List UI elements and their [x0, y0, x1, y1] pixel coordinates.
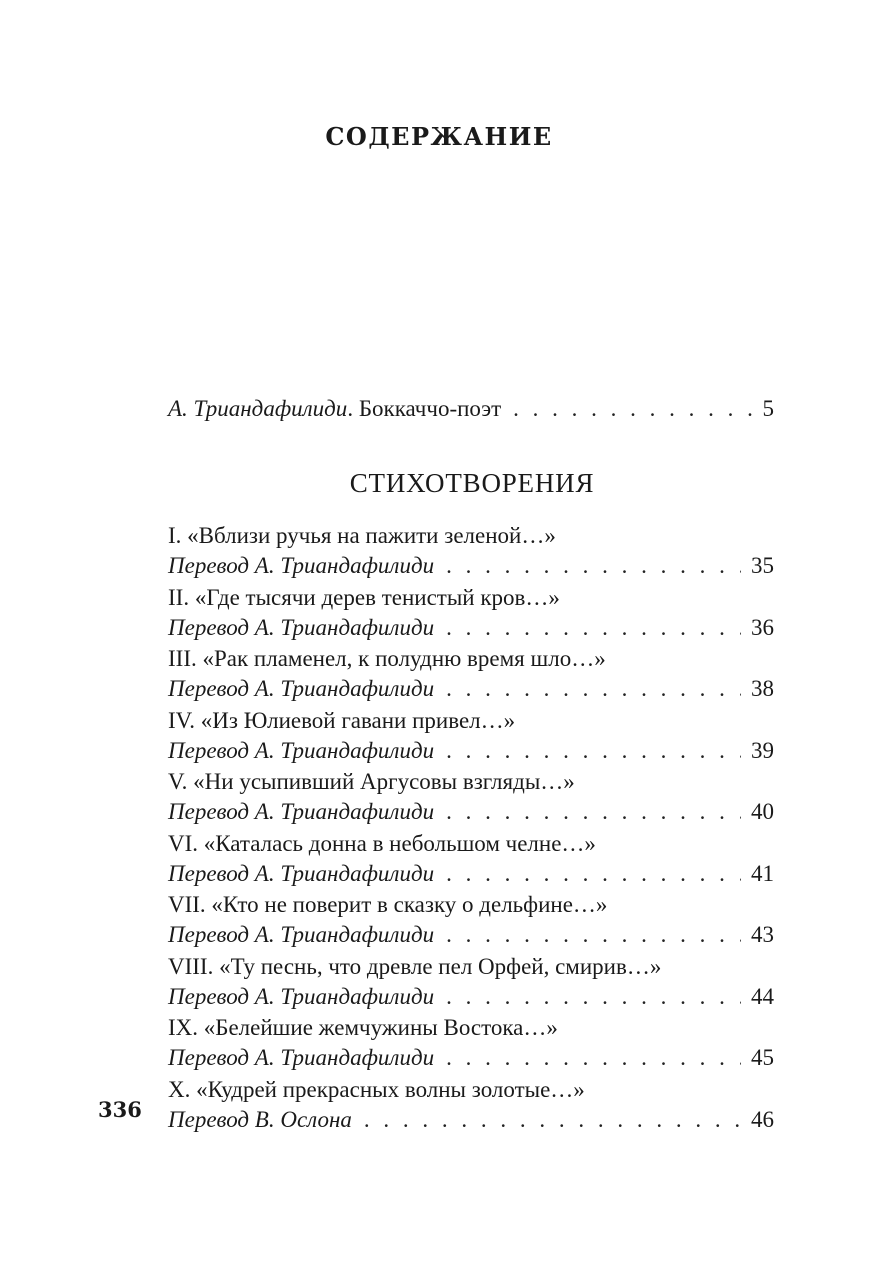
dot-leader [446, 551, 741, 581]
poem-title: VIII. «Ту песнь, что древле пел Орфей, смирив…» [168, 953, 662, 979]
page-number: 41 [751, 860, 774, 886]
toc-entry [168, 520, 774, 582]
toc-translator-line [168, 797, 774, 827]
page-number: 39 [751, 737, 774, 763]
poem-title: II. «Где тысячи дерев тенистый кров…» [168, 584, 560, 610]
toc-entry [168, 1074, 774, 1136]
toc-translator-line [168, 551, 774, 581]
toc-translator-line [168, 920, 774, 950]
poem-title: IV. «Из Юлиевой гавани привел…» [168, 707, 516, 733]
page-number: 43 [751, 922, 774, 947]
dot-leader [446, 797, 741, 827]
translator: Перевод А. Триандафилиди [168, 799, 435, 824]
poem-title: V. «Ни усыпивший Аргусовы взгляды…» [168, 769, 575, 794]
page-number: 40 [751, 799, 774, 824]
translator: Перевод А. Триандафилиди [168, 737, 435, 763]
page-number: 35 [751, 553, 774, 578]
dot-leader [446, 674, 741, 704]
translator: Перевод А. Триандафилиди [168, 983, 435, 1009]
toc-translator-line [168, 1043, 774, 1073]
dot-leader [446, 613, 741, 643]
intro-title: . Боккаччо-поэт [347, 396, 502, 421]
poem-title: I. «Вблизи ручья на пажити зеленой…» [168, 523, 556, 548]
translator: Перевод А. Триандафилиди [168, 676, 435, 701]
translator: Перевод В. Ослона [168, 1106, 352, 1132]
toc-entry [168, 582, 774, 644]
toc-translator-line [168, 859, 774, 889]
toc-translator-line [168, 982, 774, 1012]
page-number: 46 [751, 1106, 774, 1132]
toc-entry [168, 1012, 774, 1074]
page-number: 45 [751, 1045, 774, 1070]
poem-title: IX. «Белейшие жемчужины Востока…» [168, 1015, 558, 1040]
dot-leader [446, 920, 741, 950]
toc-entry [168, 705, 774, 767]
page-number: 44 [751, 983, 774, 1009]
toc-translator-line [168, 674, 774, 704]
poem-title: X. «Кудрей прекрасных волны золотые…» [168, 1076, 585, 1102]
toc-translator-line [168, 1105, 774, 1135]
page-title: СОДЕРЖАНИЕ [325, 122, 553, 151]
translator: Перевод А. Триандафилиди [168, 922, 435, 947]
dot-leader [446, 736, 741, 766]
dot-leader [446, 859, 741, 889]
page-number: 36 [751, 614, 774, 640]
toc-list [168, 520, 774, 1135]
poem-title: VI. «Каталась донна в небольшом челне…» [168, 830, 596, 856]
toc-entry [168, 828, 774, 890]
dot-leader [446, 982, 741, 1012]
folio-page-number: 336 [98, 1097, 142, 1122]
poem-title: VII. «Кто не поверит в сказку о дельфине…» [168, 892, 608, 917]
dot-leader [364, 1105, 741, 1135]
toc-translator-line [168, 736, 774, 766]
section-heading: СТИХОТВОРЕНИЯ [349, 468, 595, 498]
toc-entry [168, 951, 774, 1013]
page-number: 38 [751, 676, 774, 701]
toc-entry [168, 766, 774, 828]
dot-leader [513, 396, 752, 422]
translator: Перевод А. Триандафилиди [168, 614, 435, 640]
toc-intro-entry [168, 396, 774, 430]
translator: Перевод А. Триандафилиди [168, 860, 435, 886]
poem-title: III. «Рак пламенел, к полудню время шло…» [168, 646, 606, 671]
toc-entry [168, 889, 774, 951]
intro-author: А. Триандафилиди [168, 396, 348, 421]
dot-leader [446, 1043, 741, 1073]
translator: Перевод А. Триандафилиди [168, 553, 435, 578]
toc-translator-line [168, 613, 774, 643]
intro-page-number: 5 [762, 396, 774, 421]
translator: Перевод А. Триандафилиди [168, 1045, 435, 1070]
toc-entry [168, 643, 774, 705]
